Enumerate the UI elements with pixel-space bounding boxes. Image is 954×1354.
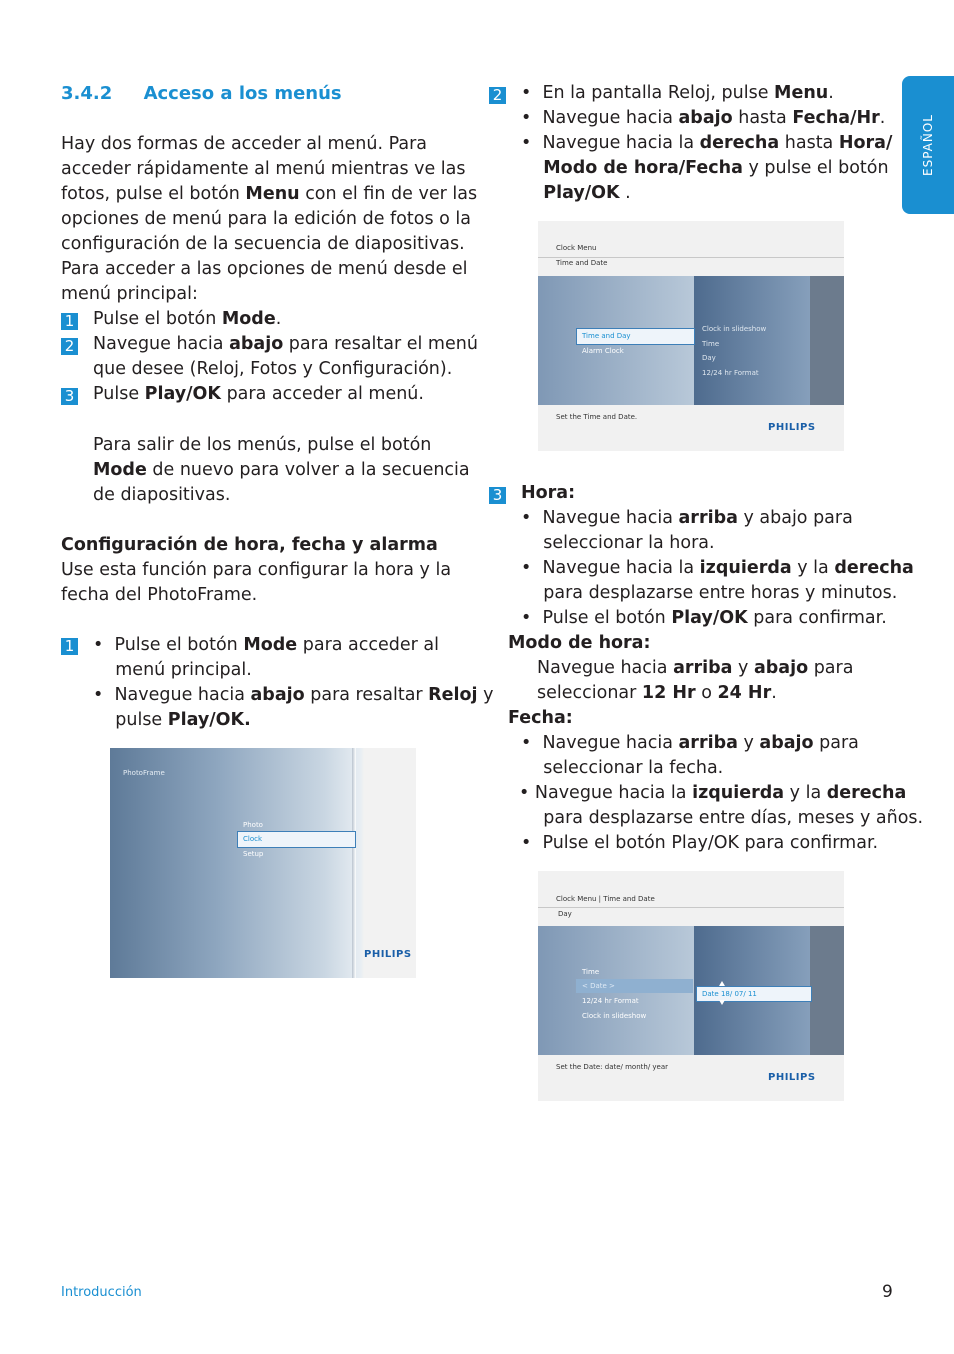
step1-line: pulse Play/OK. xyxy=(93,710,251,730)
config-line: Use esta función para configurar la hora y la xyxy=(61,560,452,580)
step-number-1b: 1 xyxy=(61,638,78,655)
modo-line: seleccionar 12 Hr o 24 Hr. xyxy=(537,683,777,703)
hora-title: Hora: xyxy=(521,483,576,503)
intro-line: Hay dos formas de acceder al menú. Para xyxy=(61,134,427,154)
step-number-1: 1 xyxy=(61,313,78,330)
exit-line: Mode de nuevo para volver a la secuencia xyxy=(93,460,470,480)
submenu-item: Time xyxy=(702,340,720,348)
menu-item-slideshow: Clock in slideshow xyxy=(582,1012,647,1020)
step2-line: • Navegue hacia la derecha hasta Hora/ xyxy=(521,133,893,153)
hora-line: • Navegue hacia la izquierda y la derecha xyxy=(521,558,914,578)
arrow-up-icon xyxy=(719,981,725,986)
config-line: fecha del PhotoFrame. xyxy=(61,585,258,605)
screen-footer: Set the Time and Date. xyxy=(556,413,638,421)
intro-paragraph xyxy=(61,132,478,307)
submenu-item: 12/24 hr Format xyxy=(702,369,759,377)
screen-subheader: Time and Date xyxy=(556,259,608,267)
config-title: Configuración de hora, fecha y alarma xyxy=(61,535,438,555)
arrow-down-icon xyxy=(719,1000,725,1005)
hora-line: para desplazarse entre horas y minutos. xyxy=(521,583,898,603)
page-number: 9 xyxy=(882,1282,893,1302)
intro-line: configuración de la secuencia de diapositivas. xyxy=(61,234,465,254)
step1-line: • Navegue hacia abajo para resaltar Reloj y xyxy=(93,685,494,705)
hora-line: • Navegue hacia arriba y abajo para xyxy=(521,508,853,528)
intro-line: menú principal: xyxy=(61,284,198,304)
modo-line: Navegue hacia arriba y abajo para xyxy=(537,658,854,678)
language-tab-label: ESPAÑOL xyxy=(921,114,935,176)
hora-line: • Pulse el botón Play/OK para confirmar. xyxy=(521,608,887,628)
menu-item-format: 12/24 hr Format xyxy=(582,997,639,1005)
step1-line: • Pulse el botón Mode para acceder al xyxy=(93,635,440,655)
step2-line: • En la pantalla Reloj, pulse Menu. xyxy=(521,83,834,103)
date-value: Date 18/ 07/ 11 xyxy=(702,990,757,998)
step-number-3r: 3 xyxy=(489,487,506,504)
philips-logo: PHILIPS xyxy=(768,422,816,433)
step-2-text: Navegue hacia abajo para resaltar el menú xyxy=(93,334,478,354)
clock-menu-screen xyxy=(538,221,844,451)
fecha-title: Fecha: xyxy=(508,708,573,728)
intro-line: fotos, pulse el botón Menu con el fin de ver las xyxy=(61,184,478,204)
menu-item-time-day: Time and Day xyxy=(582,332,631,340)
step2-line: • Navegue hacia abajo hasta Fecha/Hr. xyxy=(521,108,886,128)
fecha-line: para desplazarse entre días, meses y años. xyxy=(521,808,924,828)
modo-title: Modo de hora: xyxy=(508,633,651,653)
screen-subheader: Day xyxy=(558,910,572,918)
hora-line: seleccionar la hora. xyxy=(521,533,715,553)
screen-footer: Set the Date: date/ month/ year xyxy=(556,1063,669,1071)
fecha-line: • Navegue hacia arriba y abajo para xyxy=(521,733,859,753)
step-1-text: Pulse el botón Mode. xyxy=(93,309,282,329)
intro-line: acceder rápidamente al menú mientras ve las xyxy=(61,159,466,179)
screen-title: PhotoFrame xyxy=(123,769,165,777)
exit-line: Para salir de los menús, pulse el botón xyxy=(93,435,432,455)
step2-line: Play/OK . xyxy=(543,183,631,203)
philips-logo: PHILIPS xyxy=(364,949,412,960)
submenu-item: Clock in slideshow xyxy=(702,325,767,333)
menu-item-date: < Date > xyxy=(582,982,615,990)
step-3-text: Pulse Play/OK para acceder al menú. xyxy=(93,384,424,404)
screen-header: Clock Menu | Time and Date xyxy=(556,895,655,903)
exit-line: de diapositivas. xyxy=(93,485,231,505)
step2-line: Modo de hora/Fecha y pulse el botón xyxy=(543,158,889,178)
menu-item-photo: Photo xyxy=(243,821,263,829)
step-number-2r: 2 xyxy=(489,87,506,104)
fecha-line: • Navegue hacia la izquierda y la derecha xyxy=(519,783,907,803)
photoframe-screen xyxy=(110,748,416,978)
intro-line: opciones de menú para la edición de fotos o la xyxy=(61,209,471,229)
philips-logo: PHILIPS xyxy=(768,1072,816,1083)
menu-item-clock: Clock xyxy=(243,835,263,843)
language-tab xyxy=(902,76,954,214)
step-2-text: que desee (Reloj, Fotos y Configuración). xyxy=(93,359,453,379)
fecha-line: • Pulse el botón Play/OK para confirmar. xyxy=(521,833,879,853)
step-number-3: 3 xyxy=(61,388,78,405)
intro-line: Para acceder a las opciones de menú desde el xyxy=(61,259,468,279)
menu-item-time: Time xyxy=(582,968,600,976)
step-number-2: 2 xyxy=(61,338,78,355)
menu-item-setup: Setup xyxy=(243,850,264,858)
section-title: 3.4.2 Acceso a los menús xyxy=(61,83,342,104)
step1-line: menú principal. xyxy=(93,660,252,680)
screen-header: Clock Menu xyxy=(556,244,597,252)
fecha-line: seleccionar la fecha. xyxy=(521,758,724,778)
footer-section: Introducción xyxy=(61,1285,142,1300)
menu-item-alarm: Alarm Clock xyxy=(582,347,624,355)
submenu-item: Day xyxy=(702,354,716,362)
date-screen xyxy=(538,871,844,1101)
